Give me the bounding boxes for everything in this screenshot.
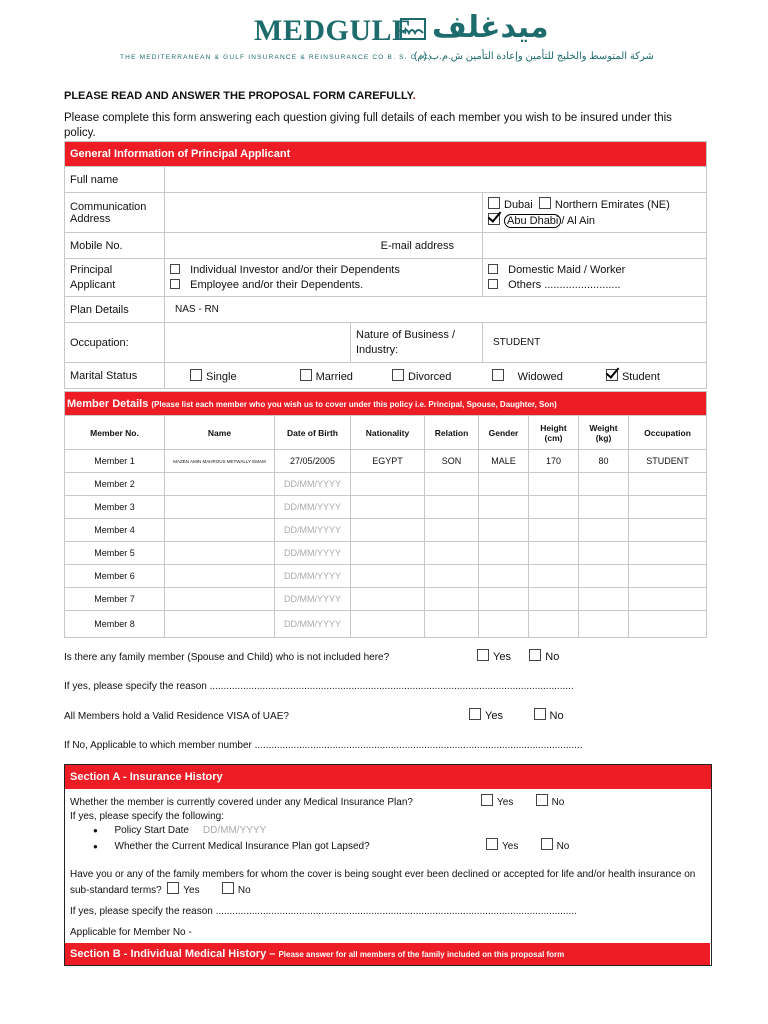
- logo-wave-icon: [400, 18, 426, 40]
- sa-q1: Whether the member is currently covered under any Medical Insurance Plan?: [70, 797, 413, 808]
- q1-no-checkbox[interactable]: [529, 649, 541, 661]
- policy-start-field[interactable]: DD/MM/YYYY: [202, 825, 267, 836]
- table-row: Member 2 DD/MM/YYYY: [65, 473, 707, 496]
- q-family-not-included: Is there any family member (Spouse and Child) who is not included here?: [64, 652, 390, 663]
- col-nationality: Nationality: [351, 416, 425, 450]
- abu-dhabi-checkbox[interactable]: [488, 213, 500, 225]
- table-row: Member 4 DD/MM/YYYY: [65, 519, 707, 542]
- section-a-title: Section A - Insurance History: [65, 765, 711, 789]
- email-field[interactable]: [483, 233, 707, 259]
- mobile-label: Mobile No.: [65, 233, 165, 259]
- table-row: Member 3 DD/MM/YYYY: [65, 496, 707, 519]
- col-relation: Relation: [425, 416, 479, 450]
- q2-no-checkbox[interactable]: [534, 708, 546, 720]
- q1-reason: If yes, please specify the reason ...................................................................................................................................: [64, 681, 574, 692]
- occupation-field[interactable]: [165, 323, 351, 363]
- full-name-field[interactable]: [165, 167, 707, 193]
- sa-q2-reason: If yes, please specify the reason ..................................................................................................................................: [70, 906, 577, 917]
- sa-q1-yes-checkbox[interactable]: [481, 794, 493, 806]
- marital-label: Marital Status: [65, 363, 165, 389]
- general-info-table: General Information of Principal Applicant Full name Communication Address Dubai Northern Emirates (NE) Abu Dhabi / Al Ain Mobile No. E-mail address Principal Applicant Individual Investor and/or their Dependents Employee and/or their Dependents. Domestic Maid / Worker Others ......................... Plan Details NAS - RN Occupation: Nature of Business / Industry: STUDENT Marital Status Single Married Divorced Widowed Student: [64, 141, 707, 389]
- lapsed-no-checkbox[interactable]: [541, 838, 553, 850]
- logo-arabic: ميدغلف: [432, 10, 549, 45]
- applicable-member: Applicable for Member No -: [70, 927, 192, 938]
- section-a-box: Section A - Insurance History Whether the member is currently covered under any Medical Insurance Plan? Yes No If yes, please specify the following: ● Policy Start Date DD/MM/YYYY ● Whether the Current Medical Insurance Plan got Lapsed? Yes No Have you or any of the family members for whom the cover is being sought ever been declined or accepted for life and/or health insurance on sub-standard terms? Yes No If yes, please specify the reason .................................................................................................................................. Applicable for Member No - Section B - Individual Medical History – Please answer for all members of the family included on this proposal form: [64, 764, 712, 966]
- col-weight: Weight (kg): [579, 416, 629, 450]
- table-row: Member 6 DD/MM/YYYY: [65, 565, 707, 588]
- principal-label: Principal Applicant: [65, 259, 165, 297]
- table-row: Member 1 MAZEN AMIN MAHROUS METWALLY EMAM 27/05/2005 EGYPT SON MALE 170 80 STUDENT: [65, 450, 707, 473]
- col-name: Name: [165, 416, 275, 450]
- general-info-title: General Information of Principal Applicant: [65, 142, 707, 167]
- plan-label: Plan Details: [65, 297, 165, 323]
- col-member-no: Member No.: [65, 416, 165, 450]
- maid-checkbox[interactable]: [488, 264, 498, 274]
- table-row: Member 5 DD/MM/YYYY: [65, 542, 707, 565]
- table-row: Member 7 DD/MM/YYYY: [65, 588, 707, 611]
- company-name-ar: شركة المتوسط والخليج للتأمين وإعادة التأمين ش.م.ب.(م): [414, 51, 654, 62]
- logo-text: MEDGULF: [254, 14, 411, 47]
- policy-start-label: Policy Start Date: [114, 825, 189, 836]
- q1-yes-checkbox[interactable]: [477, 649, 489, 661]
- q2-member-number: If No, Applicable to which member number ......................................................................................................................: [64, 740, 583, 751]
- divorced-checkbox[interactable]: [392, 369, 404, 381]
- form-heading: PLEASE READ AND ANSWER THE PROPOSAL FORM CAREFULLY.: [64, 90, 416, 102]
- section-b-title: Section B - Individual Medical History – Please answer for all members of the family included on this proposal form: [65, 943, 710, 965]
- table-row: Member 8 DD/MM/YYYY: [65, 611, 707, 638]
- abu-dhabi-label: Abu Dhabi: [504, 214, 561, 228]
- nature-label: Nature of Business / Industry:: [351, 323, 483, 363]
- nature-field[interactable]: STUDENT: [483, 323, 707, 363]
- company-name-en: THE MEDITERRANEAN & GULF INSURANCE & REINSURANCE CO B. S. C (C): [120, 54, 433, 61]
- col-gender: Gender: [479, 416, 529, 450]
- comm-address-field[interactable]: [165, 193, 483, 233]
- plan-field[interactable]: NAS - RN: [165, 297, 707, 323]
- ne-checkbox[interactable]: [539, 197, 551, 209]
- comm-address-label: Communication Address: [65, 193, 165, 233]
- member-details-table: [64, 391, 707, 638]
- marital-options: Single Married Divorced Widowed Student: [165, 363, 707, 389]
- dubai-checkbox[interactable]: [488, 197, 500, 209]
- q-valid-visa: All Members hold a Valid Residence VISA of UAE?: [64, 711, 289, 722]
- married-checkbox[interactable]: [300, 369, 312, 381]
- full-name-label: Full name: [65, 167, 165, 193]
- lapsed-yes-checkbox[interactable]: [486, 838, 498, 850]
- occupation-label: Occupation:: [65, 323, 165, 363]
- col-dob: Date of Birth: [275, 416, 351, 450]
- lapsed-label: Whether the Current Medical Insurance Plan got Lapsed?: [114, 841, 370, 852]
- others-checkbox[interactable]: [488, 279, 498, 289]
- employee-checkbox[interactable]: [170, 279, 180, 289]
- q2-yes-checkbox[interactable]: [469, 708, 481, 720]
- sa-q1-sub: If yes, please specify the following:: [70, 811, 224, 822]
- col-occupation: Occupation: [629, 416, 707, 450]
- sa-q2-no-checkbox[interactable]: [222, 882, 234, 894]
- intro-text: Please complete this form answering each question giving full details of each member you wish to be insured under this policy.: [64, 112, 672, 139]
- sa-q1-no-checkbox[interactable]: [536, 794, 548, 806]
- single-checkbox[interactable]: [190, 369, 202, 381]
- col-height: Height (cm): [529, 416, 579, 450]
- individual-checkbox[interactable]: [170, 264, 180, 274]
- widowed-checkbox[interactable]: [492, 369, 504, 381]
- sa-q2: Have you or any of the family members for whom the cover is being sought ever been declined or accepted for life and/or health insurance on sub-standard terms? Yes No: [70, 869, 696, 896]
- member-details-title: Member Details (Please list each member who you wish us to cover under this policy i.e. Principal, Spouse, Daughter, Son): [65, 392, 707, 416]
- mobile-field[interactable]: [165, 233, 483, 259]
- email-label: E-mail address: [380, 239, 454, 252]
- emirate-options: Dubai Northern Emirates (NE) Abu Dhabi / Al Ain: [483, 193, 707, 233]
- student-checkbox[interactable]: [606, 369, 618, 381]
- sa-q2-yes-checkbox[interactable]: [167, 882, 179, 894]
